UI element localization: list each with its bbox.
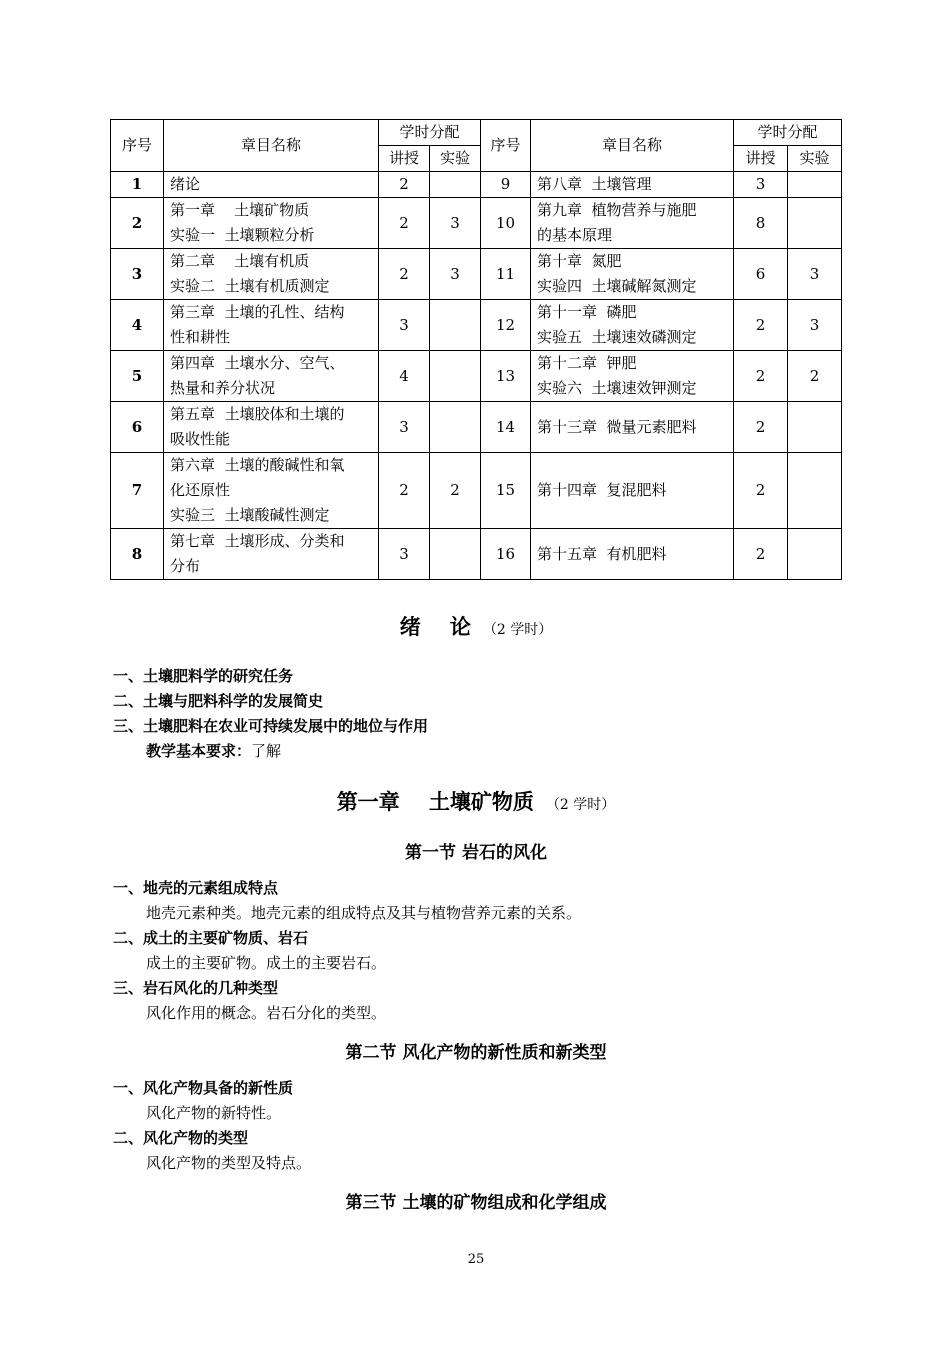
l-chapter-name-cell <box>164 453 379 529</box>
header-lab: 实验 <box>430 146 481 172</box>
table-row <box>111 529 842 580</box>
chapter-name-line: 第五章 土壤胶体和土壤的 <box>170 405 345 423</box>
chapter-name-line: 的基本原理 <box>537 226 613 244</box>
intro-item: 三、土壤肥料在农业可持续发展中的地位与作用 <box>113 717 429 735</box>
right-lecture-cell: 2 <box>734 453 788 529</box>
chapter-name-line: 第十章 氮肥 <box>537 252 622 270</box>
r-chapter-name-cell <box>531 249 734 300</box>
right-lab-cell <box>788 402 842 453</box>
l-chapter-name-cell <box>164 172 379 198</box>
course-schedule-table <box>110 119 842 580</box>
section2-desc: 风化产物的类型及特点。 <box>146 1154 312 1172</box>
right-num-cell: 16 <box>481 529 531 580</box>
header-hours: 学时分配 <box>734 120 842 146</box>
section3-title: 第三节 土壤的矿物组成和化学组成 <box>345 1193 607 1213</box>
chapter-name-line: 第三章 土壤的孔性、结构 <box>170 303 345 321</box>
chapter-name-line: 化还原性 <box>170 481 231 499</box>
left-lecture-cell: 2 <box>379 249 430 300</box>
right-lab-cell <box>788 529 842 580</box>
r-chapter-name-cell <box>531 198 734 249</box>
chapter-name-line: 实验一 土壤颗粒分析 <box>170 226 315 244</box>
r-chapter-name-cell <box>531 402 734 453</box>
section2-title: 第二节 风化产物的新性质和新类型 <box>345 1043 607 1063</box>
right-lecture-cell: 2 <box>734 351 788 402</box>
chapter-name-line: 性和耕性 <box>170 328 231 346</box>
left-lecture-cell: 3 <box>379 529 430 580</box>
l-chapter-name-cell <box>164 300 379 351</box>
section1-title: 第一节 岩石的风化 <box>405 843 547 863</box>
right-num-cell: 15 <box>481 453 531 529</box>
chapter-name-line: 实验五 土壤速效磷测定 <box>537 328 697 346</box>
right-lecture-cell: 2 <box>734 529 788 580</box>
r-chapter-name-cell <box>531 529 734 580</box>
r-chapter-name-cell <box>531 172 734 198</box>
left-lab-cell <box>430 529 481 580</box>
section2-desc: 风化产物的新特性。 <box>146 1104 282 1122</box>
right-num-cell: 10 <box>481 198 531 249</box>
right-lab-cell <box>788 198 842 249</box>
intro-item: 二、土壤与肥料科学的发展简史 <box>113 692 324 710</box>
right-lecture-cell: 6 <box>734 249 788 300</box>
header-lecture: 讲授 <box>734 146 788 172</box>
table-row <box>111 172 842 198</box>
chapter-name-line: 实验六 土壤速效钾测定 <box>537 379 697 397</box>
r-chapter-name-cell <box>531 351 734 402</box>
left-lecture-cell: 2 <box>379 453 430 529</box>
requirement-label: 教学基本要求： <box>146 742 252 760</box>
table-row <box>111 351 842 402</box>
chapter-name-line: 分布 <box>170 557 201 575</box>
intro-heading <box>0 611 952 641</box>
right-lab-cell: 3 <box>788 300 842 351</box>
chapter-name-line: 第八章 土壤管理 <box>537 175 652 193</box>
left-lecture-cell: 2 <box>379 198 430 249</box>
chapter-name-line: 实验二 土壤有机质测定 <box>170 277 330 295</box>
right-num-cell: 9 <box>481 172 531 198</box>
left-lecture-cell: 3 <box>379 402 430 453</box>
section1-item: 三、岩石风化的几种类型 <box>113 979 279 997</box>
section1-desc: 风化作用的概念。岩石分化的类型。 <box>146 1004 387 1022</box>
left-lab-cell <box>430 172 481 198</box>
l-chapter-name-cell <box>164 529 379 580</box>
left-lecture-cell: 4 <box>379 351 430 402</box>
section1-item: 一、地壳的元素组成特点 <box>113 879 279 897</box>
intro-hours: （2 学时） <box>482 622 553 638</box>
chapter-name-line: 第九章 植物营养与施肥 <box>537 201 697 219</box>
table-header-row <box>111 120 842 146</box>
left-lecture-cell: 2 <box>379 172 430 198</box>
chapter-name-line: 第二章 土壤有机质 <box>170 252 310 270</box>
l-chapter-name-cell <box>164 249 379 300</box>
right-num-cell: 11 <box>481 249 531 300</box>
right-lab-cell: 3 <box>788 249 842 300</box>
chapter-name-line: 第十三章 微量元素肥料 <box>537 417 697 436</box>
left-num-cell: 6 <box>111 402 164 453</box>
chapter-name-line: 吸收性能 <box>170 430 231 448</box>
left-lab-cell <box>430 300 481 351</box>
right-num-cell: 12 <box>481 300 531 351</box>
chapter1-title: 第一章 土壤矿物质 <box>336 790 534 814</box>
intro-item: 一、土壤肥料学的研究任务 <box>113 667 294 685</box>
header-lecture: 讲授 <box>379 146 430 172</box>
chapter-name-line: 第七章 土壤形成、分类和 <box>170 532 345 550</box>
right-lecture-cell: 2 <box>734 300 788 351</box>
chapter-name-line: 第四章 土壤水分、空气、 <box>170 354 345 372</box>
l-chapter-name-cell <box>164 351 379 402</box>
table-row <box>111 198 842 249</box>
left-num-cell: 5 <box>111 351 164 402</box>
left-lab-cell: 3 <box>430 249 481 300</box>
right-lecture-cell: 2 <box>734 402 788 453</box>
section2-item: 二、风化产物的类型 <box>113 1129 249 1147</box>
chapter-name-line: 实验三 土壤酸碱性测定 <box>170 506 330 524</box>
chapter1-hours: （2 学时） <box>545 797 616 813</box>
chapter-name-line: 第十一章 磷肥 <box>537 303 637 321</box>
section1-desc: 成土的主要矿物。成土的主要岩石。 <box>146 954 387 972</box>
section2-item: 一、风化产物具备的新性质 <box>113 1079 294 1097</box>
table-row <box>111 453 842 529</box>
header-num: 序号 <box>481 120 531 172</box>
header-name: 章目名称 <box>164 120 379 172</box>
right-lab-cell <box>788 453 842 529</box>
right-num-cell: 14 <box>481 402 531 453</box>
table-row <box>111 300 842 351</box>
left-num-cell: 4 <box>111 300 164 351</box>
left-lab-cell <box>430 351 481 402</box>
right-lab-cell <box>788 172 842 198</box>
intro-title: 绪 论 <box>399 615 471 639</box>
left-lab-cell: 2 <box>430 453 481 529</box>
chapter1-heading <box>0 786 952 816</box>
requirement-value: 了解 <box>251 742 282 760</box>
r-chapter-name-cell <box>531 453 734 529</box>
table-row <box>111 402 842 453</box>
chapter-name-line: 热量和养分状况 <box>170 379 276 397</box>
right-lab-cell: 2 <box>788 351 842 402</box>
teaching-requirement <box>146 740 281 761</box>
section1-desc: 地壳元素种类。地壳元素的组成特点及其与植物营养元素的关系。 <box>146 904 582 922</box>
chapter-name-line: 第十五章 有机肥料 <box>537 544 667 563</box>
right-lecture-cell: 3 <box>734 172 788 198</box>
left-lab-cell <box>430 402 481 453</box>
header-lab: 实验 <box>788 146 842 172</box>
table-row <box>111 249 842 300</box>
right-lecture-cell: 8 <box>734 198 788 249</box>
header-num: 序号 <box>111 120 164 172</box>
header-hours: 学时分配 <box>379 120 481 146</box>
chapter-name-line: 实验四 土壤碱解氮测定 <box>537 277 697 295</box>
left-num-cell: 7 <box>111 453 164 529</box>
chapter-name-line: 第六章 土壤的酸碱性和氧 <box>170 456 345 474</box>
chapter-name-line: 第一章 土壤矿物质 <box>170 201 310 219</box>
chapter-name-line: 绪论 <box>170 175 201 193</box>
left-num-cell: 2 <box>111 198 164 249</box>
left-lecture-cell: 3 <box>379 300 430 351</box>
r-chapter-name-cell <box>531 300 734 351</box>
page-number: 25 <box>467 1252 485 1267</box>
section1-item: 二、成土的主要矿物质、岩石 <box>113 929 309 947</box>
left-num-cell: 3 <box>111 249 164 300</box>
chapter-name-line: 第十二章 钾肥 <box>537 354 637 372</box>
l-chapter-name-cell <box>164 198 379 249</box>
chapter-name-line: 第十四章 复混肥料 <box>537 481 667 499</box>
left-num-cell: 8 <box>111 529 164 580</box>
l-chapter-name-cell <box>164 402 379 453</box>
right-num-cell: 13 <box>481 351 531 402</box>
left-lab-cell: 3 <box>430 198 481 249</box>
left-num-cell: 1 <box>111 172 164 198</box>
header-name: 章目名称 <box>531 120 734 172</box>
